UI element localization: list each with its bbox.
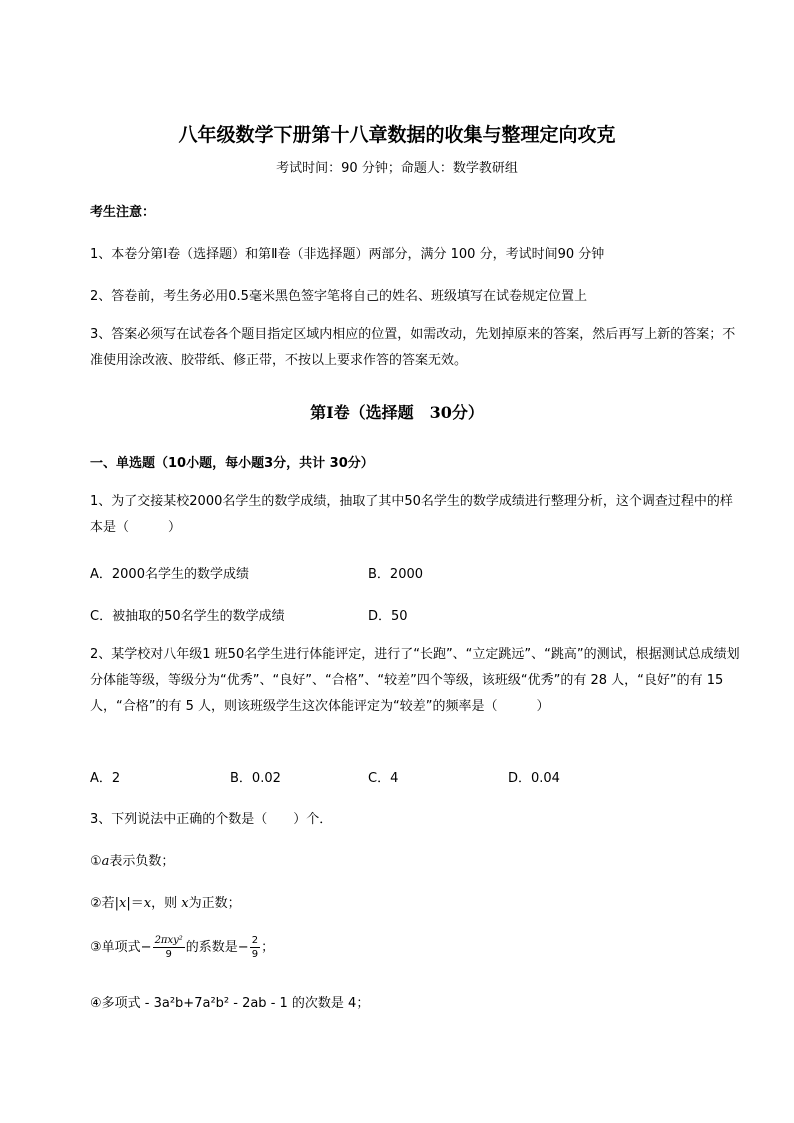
question-2-option-c: C．4 xyxy=(368,771,399,786)
section-title: 第Ⅰ卷（选择题 30分） xyxy=(310,403,484,422)
question-2-option-a: A．2 xyxy=(90,771,121,786)
statement-3-end: ； xyxy=(261,940,275,955)
monomial-fraction xyxy=(153,934,185,961)
question-1-option-d: D．50 xyxy=(368,609,408,624)
monomial-numerator: 2πxy² xyxy=(154,935,183,946)
notice-item-1: 1、本卷分第Ⅰ卷（选择题）和第Ⅱ卷（非选择题）两部分，满分 100 分，考试时间90 分钟 xyxy=(90,247,605,262)
coefficient-numerator: 2 xyxy=(251,935,259,946)
notice-item-3: 3、答案必须写在试卷各个题目指定区域内相应的位置，如需改动，先划掉原来的答案，然后再写上新的答案；不准使用涂改液、胶带纸、修正带，不按以上要求作答的答案无效。 xyxy=(90,327,736,368)
notice-heading: 考生注意： xyxy=(90,205,156,220)
question-2-option-b: B．0.02 xyxy=(230,771,281,786)
question-1-option-a: A．2000名学生的数学成绩 xyxy=(90,567,249,582)
statement-1-text: 表示负数； xyxy=(109,854,175,869)
statement-1-prefix: ① xyxy=(90,854,102,869)
notice-item-2: 2、答卷前，考生务必用0.5毫米黑色签字笔将自己的姓名、班级填写在试卷规定位置上 xyxy=(90,289,587,304)
statement-2-then: ，则 xyxy=(151,896,182,911)
statement-2-prefix: ②若| xyxy=(90,896,120,911)
question-3-statement-3 xyxy=(90,934,274,961)
statement-2-eq: |＝ xyxy=(126,896,144,911)
statement-1-variable: a xyxy=(101,854,110,869)
coefficient-fraction xyxy=(250,934,260,961)
part-heading: 一、单选题（10小题，每小题3分，共计 30分） xyxy=(90,456,374,471)
question-1-option-b: B．2000 xyxy=(368,567,424,582)
question-3-statement-4: ④多项式 - 3a²b+7a²b² - 2ab - 1 的次数是 4； xyxy=(90,996,370,1011)
statement-2-x1: x xyxy=(119,896,127,911)
question-2-stem: 2、某学校对八年级1 班50名学生进行体能评定，进行了“长跑”、“立定跳远”、“跳高”的测试，根据测试总成绩划分体能等级，等级分为“优秀”、“良好”、“合格”、“较差”四个等级，该班级“优秀”的有 28 人，“良好”的有 15 人，“合格”的有 5 人，则该班级学生这次体能评定为“较差”的频率是（ ） xyxy=(90,647,740,714)
statement-2-x3: x xyxy=(181,896,189,911)
question-1-stem: 1、为了交接某校2000名学生的数学成绩，抽取了其中50名学生的数学成绩进行整理分析，这个调查过程中的样本是（ ） xyxy=(90,494,733,535)
question-2-option-d: D．0.04 xyxy=(508,771,560,786)
question-3-statement-2 xyxy=(90,892,241,911)
statement-3-text: 的系数是− xyxy=(185,940,249,955)
page-title: 八年级数学下册第十八章数据的收集与整理定向攻克 xyxy=(178,124,616,146)
question-3-stem: 3、下列说法中正确的个数是（ ）个． xyxy=(90,812,333,827)
exam-info: 考试时间：90 分钟；命题人：数学教研组 xyxy=(276,161,518,176)
statement-2-x2: x xyxy=(143,896,152,911)
statement-3-prefix: ③单项式− xyxy=(90,940,152,955)
coefficient-denominator: 9 xyxy=(251,949,259,960)
statement-2-text: 为正数； xyxy=(188,896,241,911)
question-1-option-c: C．被抽取的50名学生的数学成绩 xyxy=(90,609,285,624)
question-3-statement-1 xyxy=(90,850,174,869)
monomial-denominator: 9 xyxy=(165,949,172,960)
